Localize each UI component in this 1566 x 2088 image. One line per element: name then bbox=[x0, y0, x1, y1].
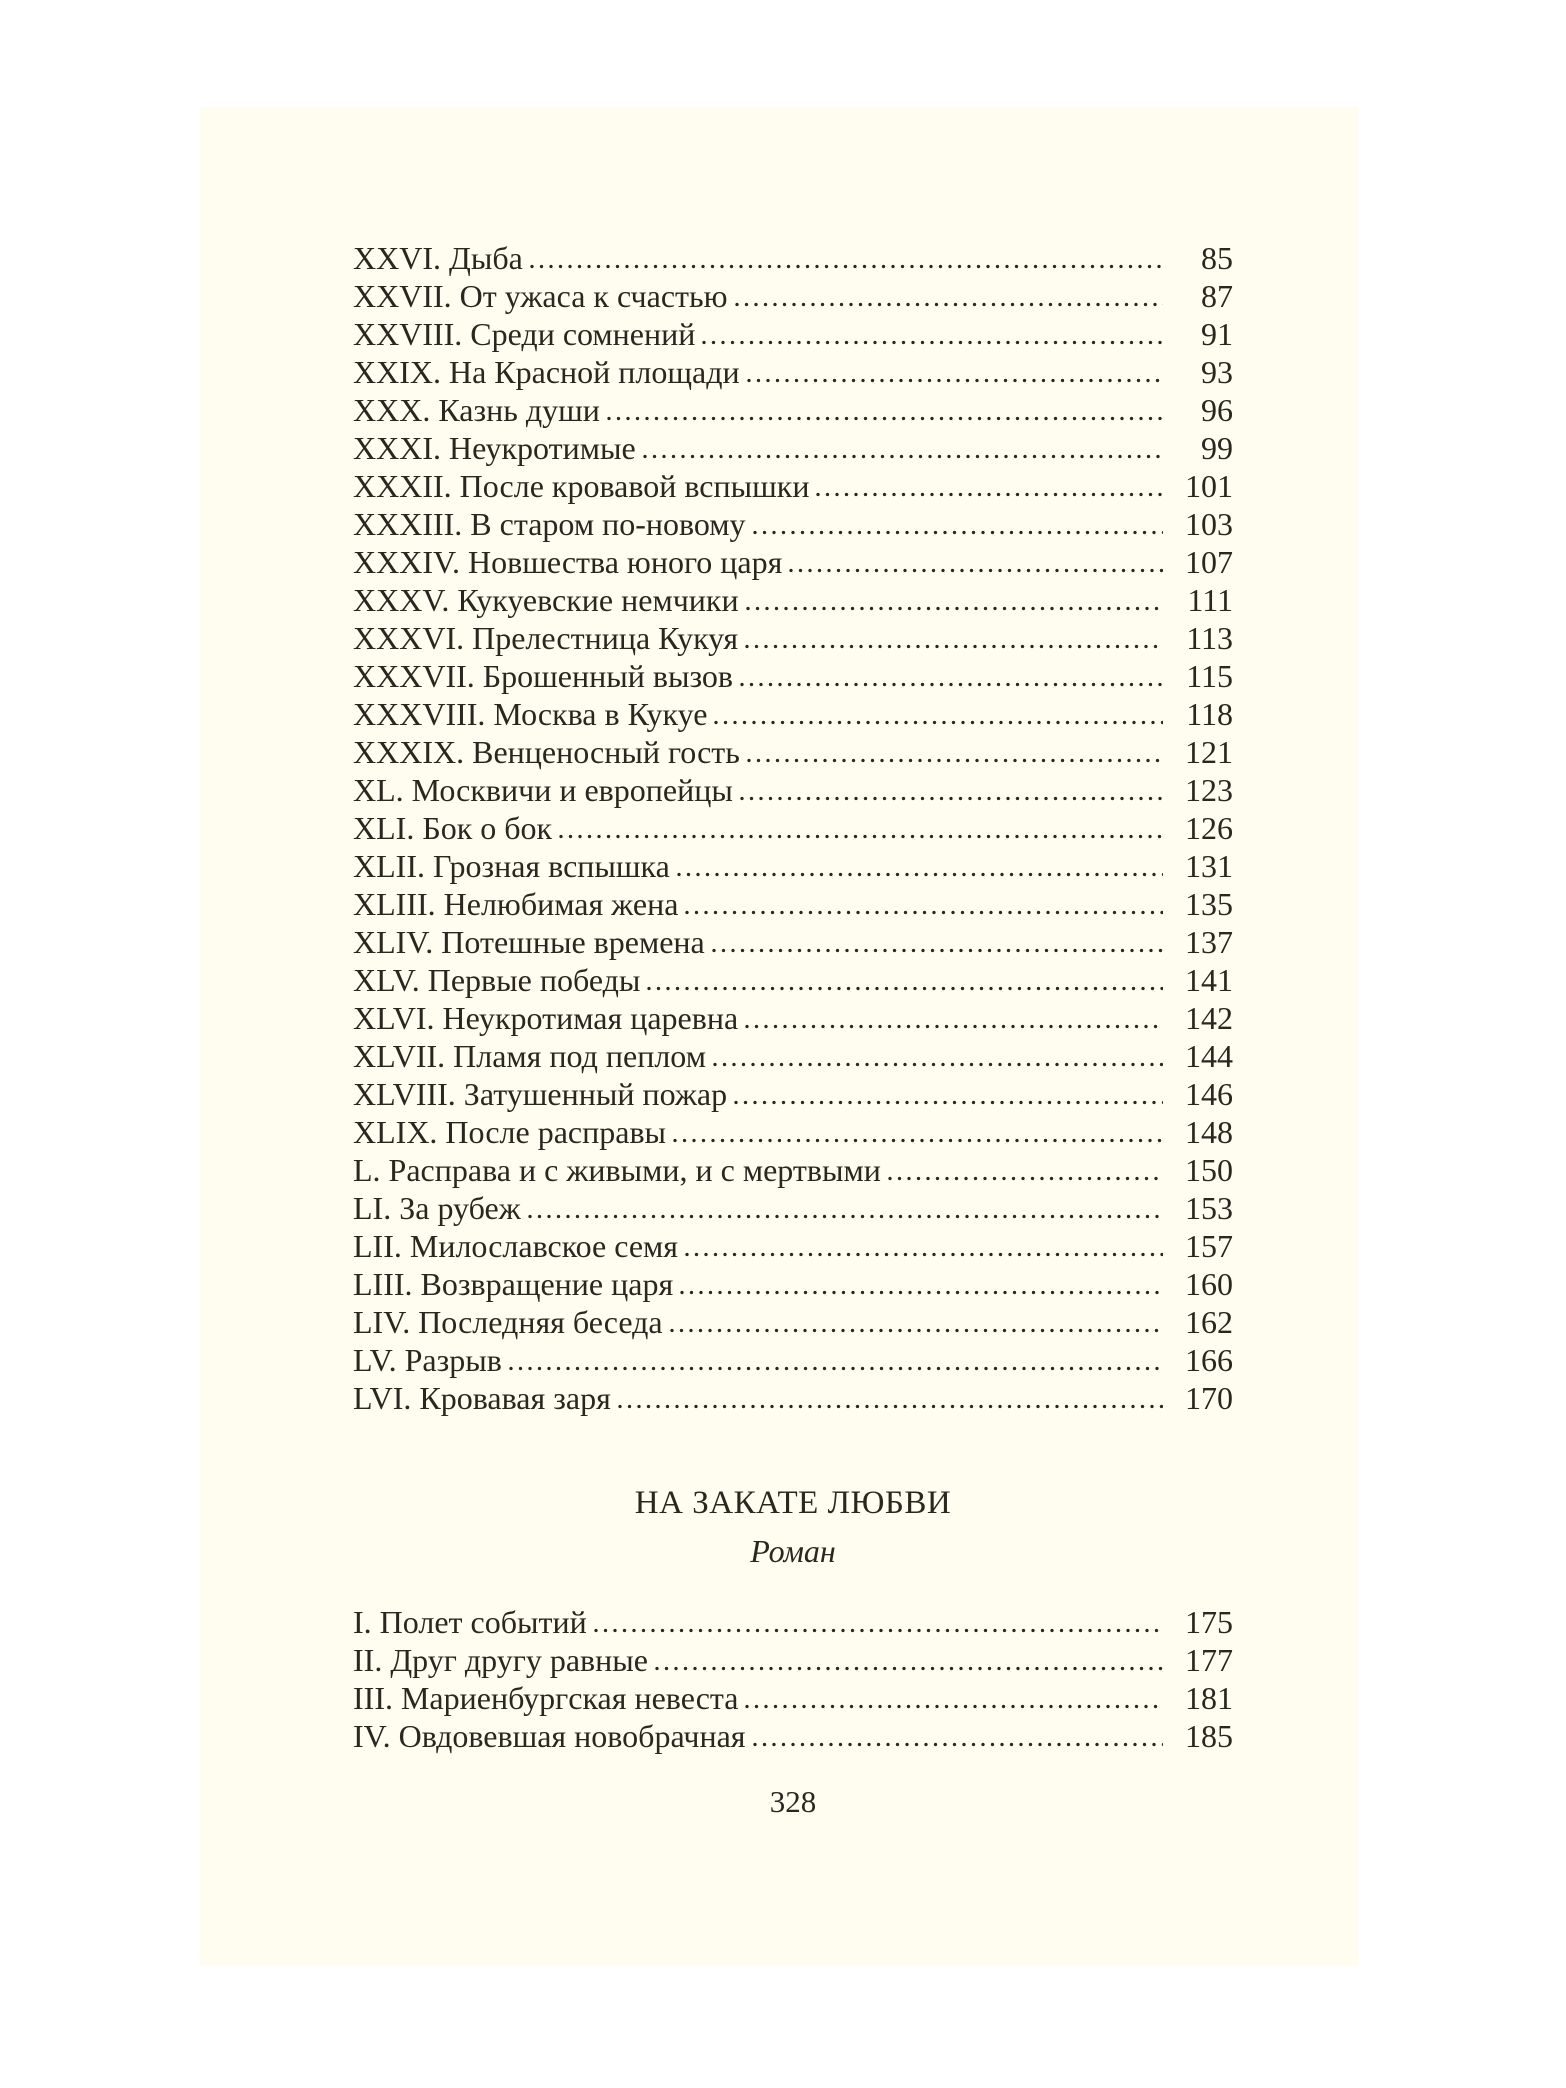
toc-entry-page: 87 bbox=[1201, 278, 1233, 314]
toc-entry-page: 175 bbox=[1185, 1604, 1233, 1640]
toc-entry-title: XL. Москвичи и европейцы bbox=[353, 772, 733, 808]
toc-entry-title: LVI. Кровавая заря bbox=[353, 1380, 611, 1416]
toc-entry-title: XXX. Казнь души bbox=[353, 392, 600, 428]
toc-entry bbox=[353, 809, 1233, 847]
toc-entry bbox=[353, 391, 1233, 429]
toc-entry-page: 96 bbox=[1201, 392, 1233, 428]
toc-entry-title: XLVI. Неукротимая царевна bbox=[353, 1000, 739, 1036]
toc-entry-title: IV. Овдовевшая новобрачная bbox=[353, 1718, 746, 1754]
dot-leader bbox=[816, 492, 1163, 497]
toc-entry-page: 93 bbox=[1201, 354, 1233, 390]
toc-entry bbox=[353, 961, 1233, 999]
toc-entry-title: XLIV. Потешные времена bbox=[353, 924, 705, 960]
toc-entry-page: 181 bbox=[1185, 1680, 1233, 1716]
dot-leader bbox=[745, 1704, 1163, 1709]
toc-entry bbox=[353, 353, 1233, 391]
toc-entry bbox=[353, 505, 1233, 543]
toc-entry-title: XLVII. Пламя под пеплом bbox=[353, 1038, 706, 1074]
dot-leader bbox=[734, 1100, 1163, 1105]
toc-entry bbox=[353, 695, 1233, 733]
toc-entry-page: 160 bbox=[1185, 1266, 1233, 1302]
dot-leader bbox=[740, 682, 1163, 687]
toc-entry-page: 118 bbox=[1186, 696, 1233, 732]
dot-leader bbox=[530, 264, 1163, 269]
dot-leader bbox=[594, 1628, 1163, 1633]
dot-leader bbox=[713, 1062, 1163, 1067]
dot-leader bbox=[607, 416, 1163, 421]
dot-leader bbox=[673, 1138, 1163, 1143]
dot-leader bbox=[735, 302, 1163, 307]
dot-leader bbox=[712, 948, 1163, 953]
toc-entry bbox=[353, 543, 1233, 581]
dot-leader bbox=[702, 340, 1163, 345]
toc-entry bbox=[353, 847, 1233, 885]
dot-leader bbox=[643, 454, 1163, 459]
toc-entry-page: 111 bbox=[1187, 582, 1233, 618]
toc-entry-page: 170 bbox=[1185, 1380, 1233, 1416]
toc-entry-title: XXXIII. В старом по-новому bbox=[353, 506, 746, 542]
toc-entry bbox=[353, 619, 1233, 657]
toc-entry-page: 85 bbox=[1201, 240, 1233, 276]
toc-entry-title: XXIX. На Красной площади bbox=[353, 354, 740, 390]
dot-leader bbox=[670, 1328, 1163, 1333]
dot-leader bbox=[740, 796, 1163, 801]
toc-entry-page: 101 bbox=[1185, 468, 1233, 504]
toc-entry-title: XLIII. Нелюбимая жена bbox=[353, 886, 679, 922]
toc-entry-title: XLIX. После расправы bbox=[353, 1114, 667, 1150]
toc-entry-title: XXXV. Кукуевские немчики bbox=[353, 582, 739, 618]
toc-entry-page: 126 bbox=[1185, 810, 1233, 846]
toc-entry-title: LIII. Возвращение царя bbox=[353, 1266, 674, 1302]
toc-entry bbox=[353, 315, 1233, 353]
toc-entry-page: 150 bbox=[1185, 1152, 1233, 1188]
toc-entry bbox=[353, 885, 1233, 923]
toc-entry-title: XLI. Бок о бок bbox=[353, 810, 553, 846]
toc-entry-page: 113 bbox=[1186, 620, 1233, 656]
toc-entry-title: XXXIV. Новшества юного царя bbox=[353, 544, 783, 580]
toc-entry bbox=[353, 1679, 1233, 1717]
toc-entry-title: XXXVIII. Москва в Кукуе bbox=[353, 696, 708, 732]
toc-entry-title: L. Расправа и с живыми, и с мертвыми bbox=[353, 1152, 881, 1188]
toc-entry-title: XXXI. Неукротимые bbox=[353, 430, 636, 466]
toc-entry bbox=[353, 1113, 1233, 1151]
dot-leader bbox=[745, 1024, 1163, 1029]
dot-leader bbox=[685, 910, 1163, 915]
toc-entry-page: 99 bbox=[1201, 430, 1233, 466]
section-heading: НА ЗАКАТЕ ЛЮБВИ bbox=[634, 1485, 952, 1521]
dot-leader bbox=[677, 872, 1163, 877]
toc-entry bbox=[353, 467, 1233, 505]
toc-entry-page: 177 bbox=[1185, 1642, 1233, 1678]
toc-entry-title: XLV. Первые победы bbox=[353, 962, 641, 998]
toc-entry-page: 131 bbox=[1185, 848, 1233, 884]
toc-entry-title: LII. Милославское семя bbox=[353, 1228, 678, 1264]
toc-entry-page: 137 bbox=[1185, 924, 1233, 960]
toc-entry-title: XXVI. Дыба bbox=[353, 240, 523, 276]
toc-entry bbox=[353, 1265, 1233, 1303]
dot-leader bbox=[509, 1366, 1163, 1371]
toc-entry bbox=[353, 999, 1233, 1037]
dot-leader bbox=[789, 568, 1163, 573]
toc-entry-page: 157 bbox=[1185, 1228, 1233, 1264]
dot-leader bbox=[680, 1290, 1163, 1295]
toc-entry-page: 91 bbox=[1201, 316, 1233, 352]
toc-entry-page: 166 bbox=[1185, 1342, 1233, 1378]
toc-entry bbox=[353, 1641, 1233, 1679]
toc-entry bbox=[353, 771, 1233, 809]
dot-leader bbox=[714, 720, 1163, 725]
toc-entry-title: XXXIX. Венценосный гость bbox=[353, 734, 740, 770]
toc-entry-title: LI. За рубеж bbox=[353, 1190, 521, 1226]
toc-entry bbox=[353, 1341, 1233, 1379]
toc-entry bbox=[353, 429, 1233, 467]
toc-entry bbox=[353, 1151, 1233, 1189]
toc-entry-page: 148 bbox=[1185, 1114, 1233, 1150]
toc-entry-title: III. Мариенбургская невеста bbox=[353, 1680, 739, 1716]
toc-entry-title: LIV. Последняя беседа bbox=[353, 1304, 663, 1340]
dot-leader bbox=[753, 1742, 1164, 1747]
toc-entry-title: II. Друг другу равные bbox=[353, 1642, 648, 1678]
toc-entry-title: XXVII. От ужаса к счастью bbox=[353, 278, 728, 314]
toc-entry bbox=[353, 1075, 1233, 1113]
toc-entry bbox=[353, 1603, 1233, 1641]
toc-entry-page: 103 bbox=[1185, 506, 1233, 542]
toc-section-1 bbox=[353, 239, 1233, 1417]
toc-entry-title: XXXII. После кровавой вспышки bbox=[353, 468, 810, 504]
book-page bbox=[200, 107, 1359, 1966]
toc-entry-page: 121 bbox=[1185, 734, 1233, 770]
toc-entry-page: 135 bbox=[1185, 886, 1233, 922]
dot-leader bbox=[747, 378, 1163, 383]
dot-leader bbox=[559, 834, 1163, 839]
toc-entry-title: XXXVI. Прелестница Кукуя bbox=[353, 620, 739, 656]
dot-leader bbox=[655, 1666, 1163, 1671]
toc-entry bbox=[353, 277, 1233, 315]
dot-leader bbox=[747, 758, 1163, 763]
toc-entry-title: XXVIII. Среди сомнений bbox=[353, 316, 696, 352]
toc-entry bbox=[353, 733, 1233, 771]
toc-entry-title: LV. Разрыв bbox=[353, 1342, 502, 1378]
toc-entry bbox=[353, 923, 1233, 961]
toc-entry-page: 142 bbox=[1185, 1000, 1233, 1036]
toc-entry-title: XLVIII. Затушенный пожар bbox=[353, 1076, 728, 1112]
toc-entry-page: 123 bbox=[1185, 772, 1233, 808]
dot-leader bbox=[528, 1214, 1163, 1219]
toc-section-2 bbox=[353, 1603, 1233, 1755]
dot-leader bbox=[745, 644, 1163, 649]
toc-entry-page: 144 bbox=[1185, 1038, 1233, 1074]
toc-entry bbox=[353, 657, 1233, 695]
toc-entry-page: 141 bbox=[1185, 962, 1233, 998]
toc-entry-page: 153 bbox=[1185, 1190, 1233, 1226]
toc-entry-title: I. Полет событий bbox=[353, 1604, 587, 1640]
toc-entry bbox=[353, 1303, 1233, 1341]
toc-entry-page: 115 bbox=[1186, 658, 1233, 694]
dot-leader bbox=[888, 1176, 1163, 1181]
folio-page-number: 328 bbox=[769, 1784, 817, 1819]
toc-entry-title: XLII. Грозная вспышка bbox=[353, 848, 670, 884]
dot-leader bbox=[685, 1252, 1163, 1257]
dot-leader bbox=[618, 1404, 1163, 1409]
toc-entry bbox=[353, 239, 1233, 277]
toc-entry-page: 107 bbox=[1185, 544, 1233, 580]
toc-entry-page: 162 bbox=[1185, 1304, 1233, 1340]
dot-leader bbox=[746, 606, 1163, 611]
toc-entry bbox=[353, 581, 1233, 619]
toc-entry-page: 146 bbox=[1185, 1076, 1233, 1112]
toc-entry bbox=[353, 1717, 1233, 1755]
toc-entry bbox=[353, 1037, 1233, 1075]
toc-entry bbox=[353, 1227, 1233, 1265]
section-subtitle: Роман bbox=[750, 1533, 836, 1569]
toc-entry-title: XXXVII. Брошенный вызов bbox=[353, 658, 734, 694]
toc-entry bbox=[353, 1189, 1233, 1227]
toc-entry bbox=[353, 1379, 1233, 1417]
dot-leader bbox=[753, 530, 1164, 535]
toc-entry-page: 185 bbox=[1185, 1718, 1233, 1754]
dot-leader bbox=[647, 986, 1163, 991]
